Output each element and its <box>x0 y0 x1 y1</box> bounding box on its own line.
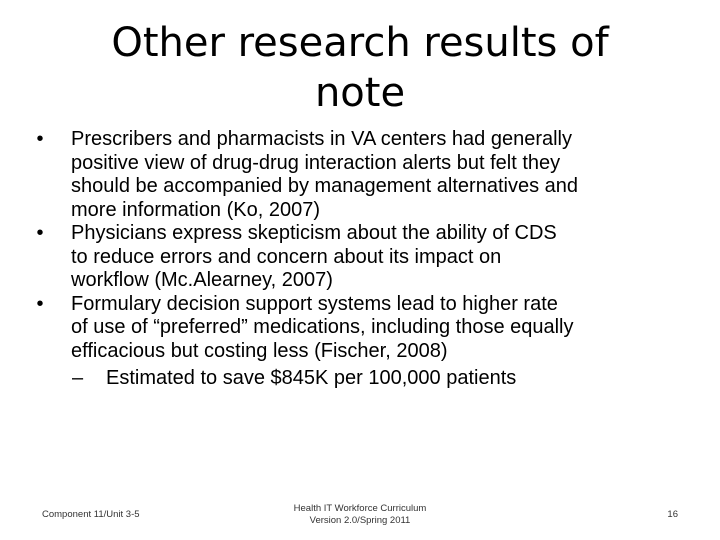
footer-curriculum-line-2: Version 2.0/Spring 2011 <box>309 515 411 526</box>
sub-bullet-text: Estimated to save $845K per 100,000 patients <box>106 367 517 389</box>
sub-bullet-mark: – <box>72 367 84 389</box>
bullet-line: of use of “preferred” medications, including those equally <box>71 316 574 338</box>
bullet-line: workflow (Mc.Alearney, 2007) <box>71 269 333 291</box>
bullet-line: to reduce errors and concern about its impact on <box>71 245 502 268</box>
sub-bullet-item <box>30 367 700 391</box>
bullet-item-3 <box>30 293 700 364</box>
page-number: 16 <box>667 509 678 520</box>
bullet-mark: • <box>36 222 44 244</box>
bullet-line: should be accompanied by management alternatives and <box>71 175 578 197</box>
bullet-line: Formulary decision support systems lead to higher rate <box>71 292 558 315</box>
bullet-item-1 <box>30 128 700 222</box>
slide-title-line-1: Other research results of <box>111 20 609 66</box>
bullet-mark: • <box>36 292 44 315</box>
footer-component-label: Component 11/Unit 3-5 <box>42 509 140 520</box>
bullet-line: Prescribers and pharmacists in VA centers had generally <box>71 128 572 150</box>
footer-curriculum-line-1: Health IT Workforce Curriculum <box>293 503 427 514</box>
bullet-line: efficacious but costing less (Fischer, 2008) <box>71 339 448 362</box>
slide-title <box>40 18 680 118</box>
bullet-mark: • <box>36 128 44 150</box>
footer-curriculum-label <box>260 503 460 527</box>
bullet-line: more information (Ko, 2007) <box>71 198 321 221</box>
slide-title-line-2: note <box>314 70 406 116</box>
bullet-line: positive view of drug-drug interaction alerts but felt they <box>71 151 561 174</box>
bullet-line: Physicians express skepticism about the ability of CDS <box>71 222 557 244</box>
slide-body <box>30 128 700 391</box>
bullet-item-2 <box>30 222 700 293</box>
